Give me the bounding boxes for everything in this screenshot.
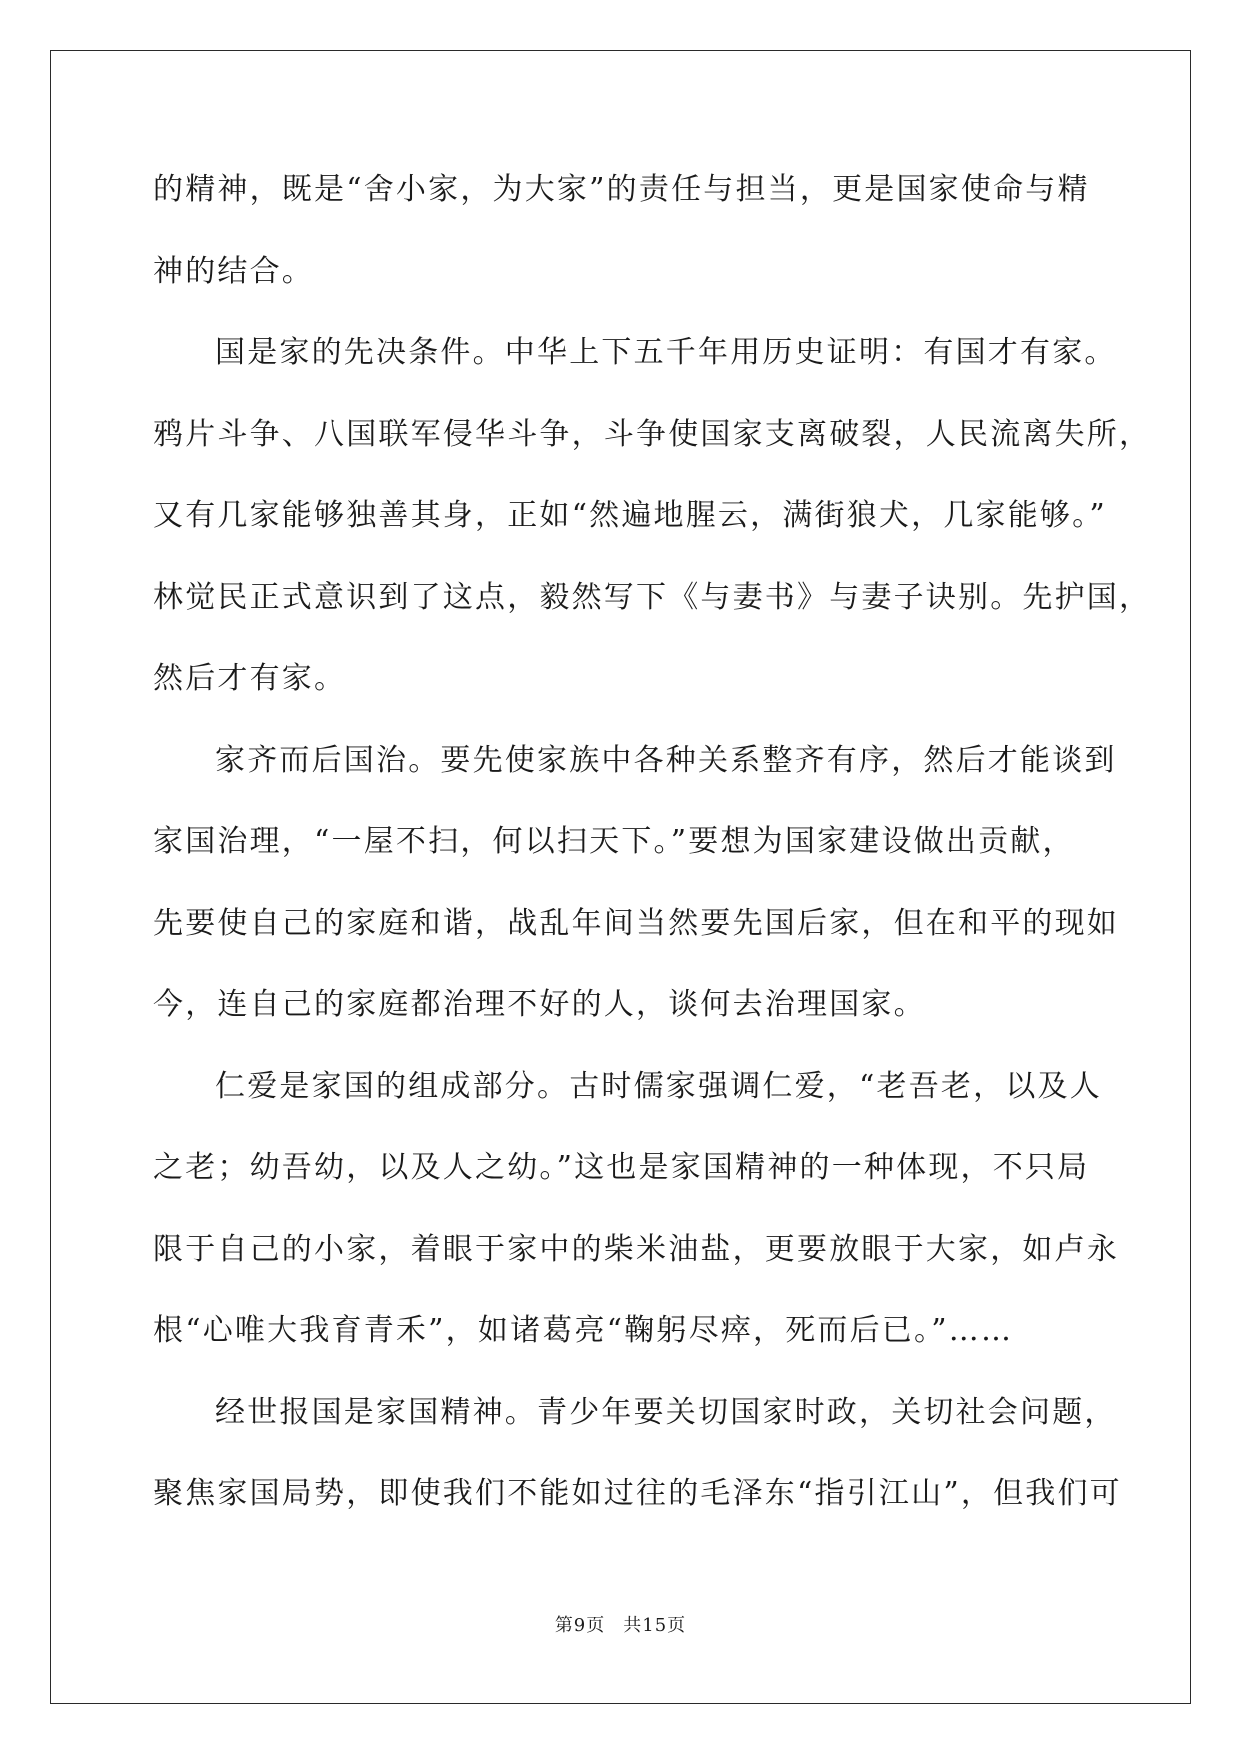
body-line: 林觉民正式意识到了这点，毅然写下《与妻书》与妻子诀别。先护国， [153,579,1152,615]
body-line: 今，连自己的家庭都治理不好的人，谈何去治理国家。 [153,987,926,1022]
page-number: 第9页 [554,1615,606,1636]
document-body [153,160,1152,1546]
paragraph-start-line: 仁爱是家国的组成部分。古时儒家强调仁爱，“老吾老，以及人 [215,1068,1102,1104]
paragraph-start-line: 经世报国是家国精神。青少年要关切国家时政，关切社会问题， [215,1394,1117,1430]
body-line: 然后才有家。 [153,661,347,696]
paragraph-start-line: 国是家的先决条件。中华上下五千年用历史证明：有国才有家。 [215,335,1117,370]
body-line: 家国治理，“一屋不扫，何以扫天下。”要想为国家建设做出贡献， [153,824,1075,859]
body-line: 之老；幼吾幼，以及人之幼。”这也是家国精神的一种体现，不只局 [153,1150,1090,1185]
body-line: 又有几家能够独善其身，正如“然遍地腥云，满街狼犬，几家能够。” [153,498,1107,533]
paragraph-start-line: 家齐而后国治。要先使家族中各种关系整齐有序，然后才能谈到 [215,742,1117,778]
body-line: 限于自己的小家，着眼于家中的柴米油盐，更要放眼于大家，如卢永 [153,1231,1119,1267]
body-line: 根“心唯大我育青禾”，如诸葛亮“鞠躬尽瘁，死而后已。”…… [153,1313,1014,1348]
body-line: 聚焦家国局势，即使我们不能如过往的毛泽东“指引江山”，但我们可 [153,1476,1122,1511]
body-line: 鸦片斗争、八国联军侵华斗争，斗争使国家支离破裂，人民流离失所， [153,416,1152,452]
body-line: 先要使自己的家庭和谐，战乱年间当然要先国后家，但在和平的现如 [153,905,1119,941]
body-line: 神的结合。 [153,253,314,289]
body-line: 的精神，既是“舍小家，为大家”的责任与担当，更是国家使命与精 [153,172,1090,207]
page-footer [0,1611,1241,1637]
page-total: 共15页 [623,1615,687,1636]
